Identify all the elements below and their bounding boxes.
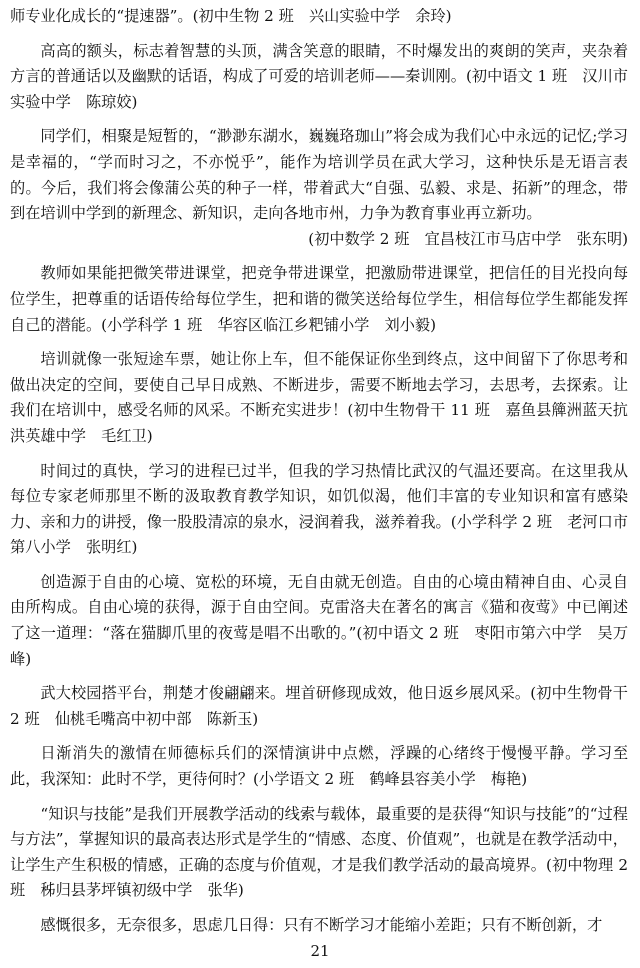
paragraph-7: 创造源于自由的心境、宽松的环境，无自由就无创造。自由的心境由精神自由、心灵自由所构成。自由心境的获得，源于自由空间。克雷洛夫在著名的寓言《猫和夜莺》中已阐述了这一道理：“落在猫脚爪里的夜莺是唱不出歌的。”(初中语文 2 班 枣阳市第六中学 吴万峰): [10, 572, 628, 668]
paragraph-5: 培训就像一张短途车票，她让你上车，但不能保证你坐到终点，这中间留下了你思考和做出决定的空间，要使自己早日成熟、不断进步，需要不断地去学习，去思考，去探索。让我们在培训中，感受名师的风采。不断充实进步！(初中生物骨干 11 班 嘉鱼县簰洲蓝天抗洪英雄中学 毛红卫): [10, 350, 628, 445]
paragraph-3-body: 同学们，相聚是短暂的，“渺渺东湖水，巍巍珞珈山”将会成为我们心中永远的记忆;学习是幸福的，“学而时习之，不亦悦乎”，能作为培训学员在武大学习，这种快乐是无语言表的。今后，我们将会像蒲公英的种子一样，带着武大“自强、弘毅、求是、拓新”的理念，带到在培训中学到的新理念、新知识，走向各地市州，力争为教育事业再立新功。: [10, 127, 628, 223]
paragraph-11: 感慨很多，无奈很多，思虑几日得：只有不断学习才能缩小差距；只有不断创新，才: [40, 916, 603, 934]
paragraph-1: 师专业化成长的“提速器”。(初中生物 2 班 兴山实验中学 余玲): [10, 7, 452, 25]
paragraph-9: 日渐消失的激情在师德标兵们的深情演讲中点燃，浮躁的心绪终于慢慢平静。学习至此，我深知：此时不学，更待何时？(小学语文 2 班 鹤峰县容美小学 梅艳): [10, 744, 628, 789]
paragraph-6: 时间过的真快，学习的进程已过半，但我的学习热情比武汉的气温还要高。在这里我从每位专家老师那里不断的汲取教育教学知识，如饥似渴，他们丰富的专业知识和富有感染力、亲和力的讲授，像一股股清凉的泉水，浸润着我，滋养着我。(小学科学 2 班 老河口市第八小学 张明红): [10, 461, 628, 557]
paragraph-8: 武大校园搭平台，荆楚才俊翩翩来。埋首研修现成效，他日返乡展风采。(初中生物骨干 2 班 仙桃毛嘴高中初中部 陈新玉): [10, 684, 628, 728]
paragraph-3-attribution: (初中数学 2 班 宜昌枝江市马店中学 张东明): [308, 229, 628, 248]
paragraph-4: 教师如果能把微笑带进课堂，把竞争带进课堂，把激励带进课堂，把信任的目光投向每位学生，把尊重的话语传给每位学生，把和谐的微笑送给每位学生，相信每位学生都能发挥自己的潜能。(小学科学 1 班 华容区临江乡粑铺小学 刘小毅): [10, 264, 628, 334]
paragraph-3: [10, 124, 628, 252]
paragraph-10: “知识与技能”是我们开展教学活动的线索与载体，最重要的是获得“知识与技能”的“过程与方法”，掌握知识的最高表达形式是学生的“情感、态度、价值观”，也就是在教学活动中，让学生产生积极的情感，正确的态度与价值观，才是我们教学活动的最高境界。(初中物理 2 班 秭归县茅坪镇初级中学 张华): [10, 804, 628, 900]
paragraph-2: 高高的额头，标志着智慧的头顶，满含笑意的眼睛，不时爆发出的爽朗的笑声，夹杂着方言的普通话以及幽默的话语，构成了可爱的培训老师——秦训刚。(初中语文 1 班 汉川市实验中学 陈琼姣): [10, 41, 628, 111]
page-number: 21: [310, 942, 330, 960]
